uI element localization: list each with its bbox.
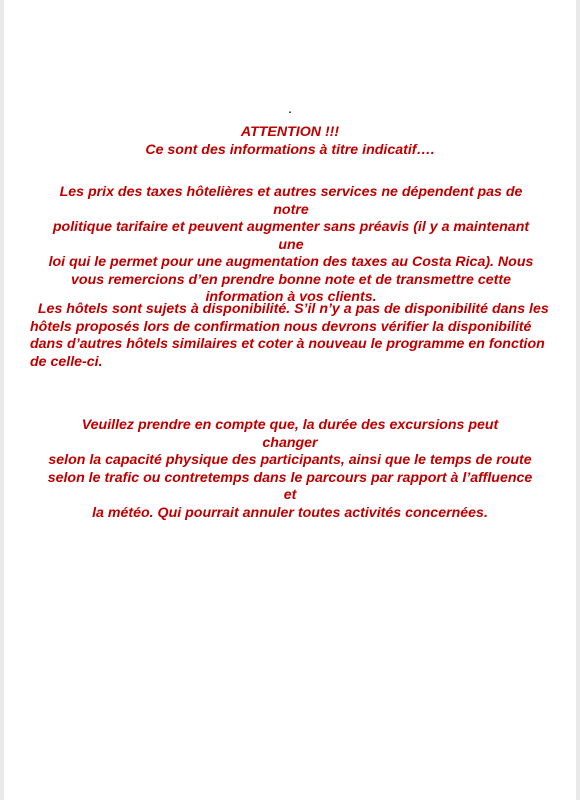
paragraph-line: dans d’autres hôtels similaires et coter à nouveau le programme en fonction bbox=[30, 336, 545, 352]
paragraph-line: politique tarifaire et peuvent augmenter sans préavis (il y a maintenant une bbox=[52, 219, 530, 253]
taxes-paragraph bbox=[48, 184, 534, 307]
paragraph-line: hôtels proposés lors de confirmation nous devrons vérifier la disponibilité bbox=[30, 318, 532, 335]
paragraph-line: de celle-ci. bbox=[30, 353, 103, 370]
paragraph-line: selon la capacité physique des participants, ainsi que le temps de route bbox=[48, 452, 532, 468]
paragraph-line: Les hôtels sont sujets à disponibilité. S’il n’y a pas de disponibilité dans les bbox=[30, 301, 549, 317]
paragraph-line: selon le trafic ou contretemps dans le parcours par rapport à l’affluence et bbox=[47, 469, 533, 503]
dot-mark: . bbox=[288, 105, 292, 116]
excursions-paragraph bbox=[44, 452, 536, 522]
paragraph-line: information à vos clients. bbox=[205, 289, 377, 305]
excursions-intro bbox=[64, 417, 516, 452]
attention-subtitle: Ce sont des informations à titre indicatif…. bbox=[145, 141, 435, 158]
attention-title: ATTENTION !!! bbox=[240, 124, 340, 140]
paragraph-line: loi qui le permet pour une augmentation des taxes au Costa Rica). Nous bbox=[48, 254, 534, 270]
hotels-paragraph bbox=[30, 301, 550, 371]
document-page bbox=[4, 0, 576, 800]
paragraph-line: Les prix des taxes hôtelières et autres services ne dépendent pas de notre bbox=[59, 184, 523, 218]
paragraph-line: la météo. Qui pourrait annuler toutes activités concernées. bbox=[92, 504, 488, 521]
attention-header bbox=[64, 124, 516, 159]
paragraph-line: Veuillez prendre en compte que, la durée des excursions peut changer bbox=[81, 417, 499, 451]
paragraph-line: vous remercions d’en prendre bonne note et de transmettre cette bbox=[71, 271, 511, 288]
